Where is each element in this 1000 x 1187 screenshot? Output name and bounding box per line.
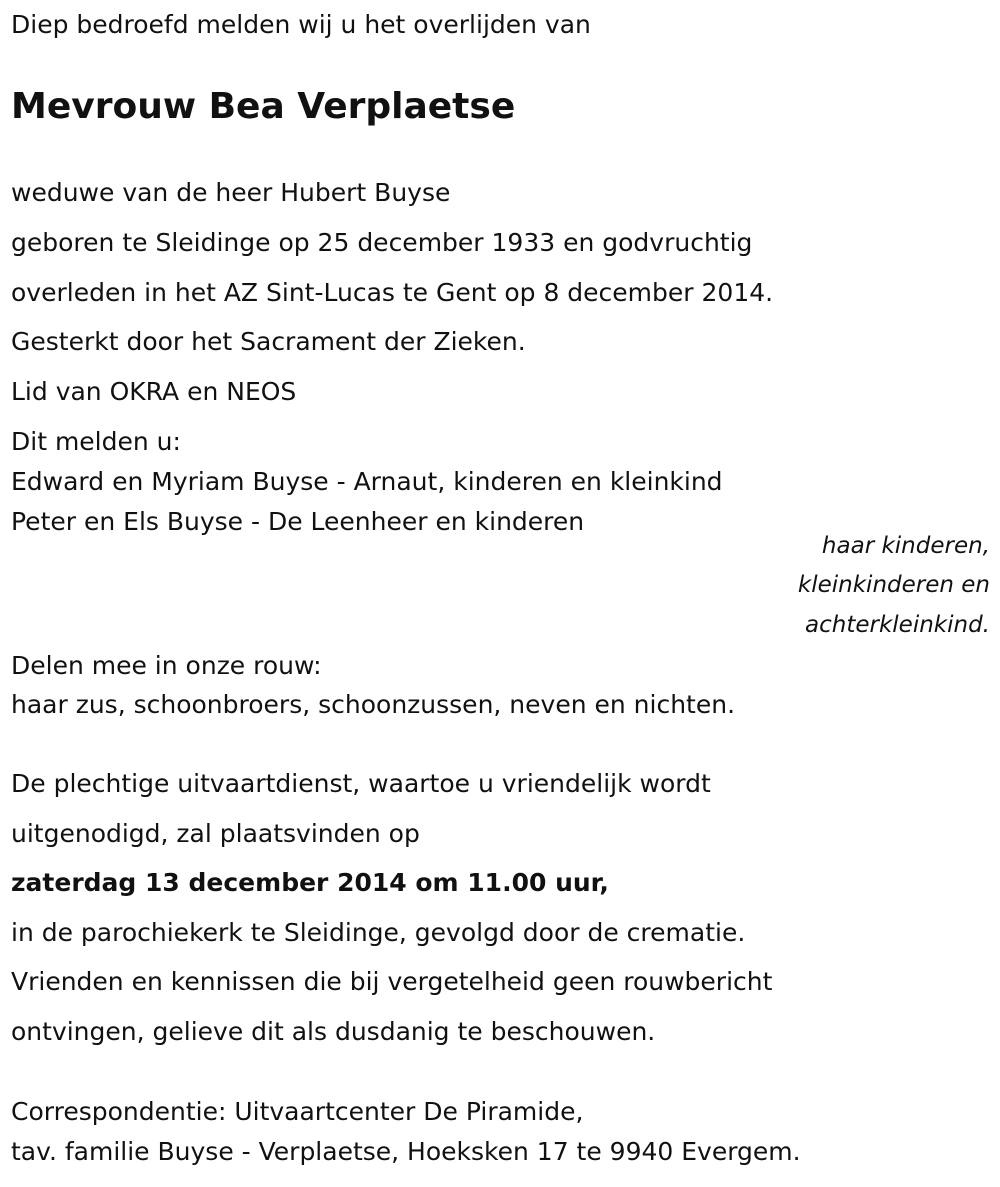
mourning-heading: Delen mee in onze rouw: [11,651,322,680]
signoff-line: kleinkinderen en [797,572,990,598]
announcers-heading: Dit melden u: [11,427,181,456]
deceased-name: Mevrouw Bea Verplaetse [11,86,516,127]
signoff-line: achterkleinkind. [805,612,990,638]
detail-widow: weduwe van de heer Hubert Buyse [11,178,451,207]
correspondence-line: Correspondentie: Uitvaartcenter De Piramide, [11,1097,584,1126]
service-text: uitgenodigd, zal plaatsvinden op [11,819,420,848]
announcer-line: Peter en Els Buyse - De Leenheer en kinderen [11,507,585,536]
signoff-line: haar kinderen, [821,533,990,559]
mourning-text: haar zus, schoonbroers, schoonzussen, neven en nichten. [11,690,736,719]
service-note: Vrienden en kennissen die bij vergetelheid geen rouwbericht [11,967,773,996]
intro-text: Diep bedroefd melden wij u het overlijden van [11,10,591,39]
detail-born: geboren te Sleidinge op 25 december 1933 en godvruchtig [11,228,753,257]
announcer-line: Edward en Myriam Buyse - Arnaut, kinderen en kleinkind [11,467,723,496]
detail-membership: Lid van OKRA en NEOS [11,377,297,406]
service-location: in de parochiekerk te Sleidinge, gevolgd door de crematie. [11,918,746,947]
detail-died: overleden in het AZ Sint-Lucas te Gent op 8 december 2014. [11,278,774,307]
service-text: De plechtige uitvaartdienst, waartoe u vriendelijk wordt [11,769,711,798]
service-datetime: zaterdag 13 december 2014 om 11.00 uur, [11,868,609,897]
service-note: ontvingen, gelieve dit als dusdanig te beschouwen. [11,1017,656,1046]
detail-sacrament: Gesterkt door het Sacrament der Zieken. [11,327,526,356]
correspondence-address: tav. familie Buyse - Verplaetse, Hoeksken 17 te 9940 Evergem. [11,1137,801,1166]
